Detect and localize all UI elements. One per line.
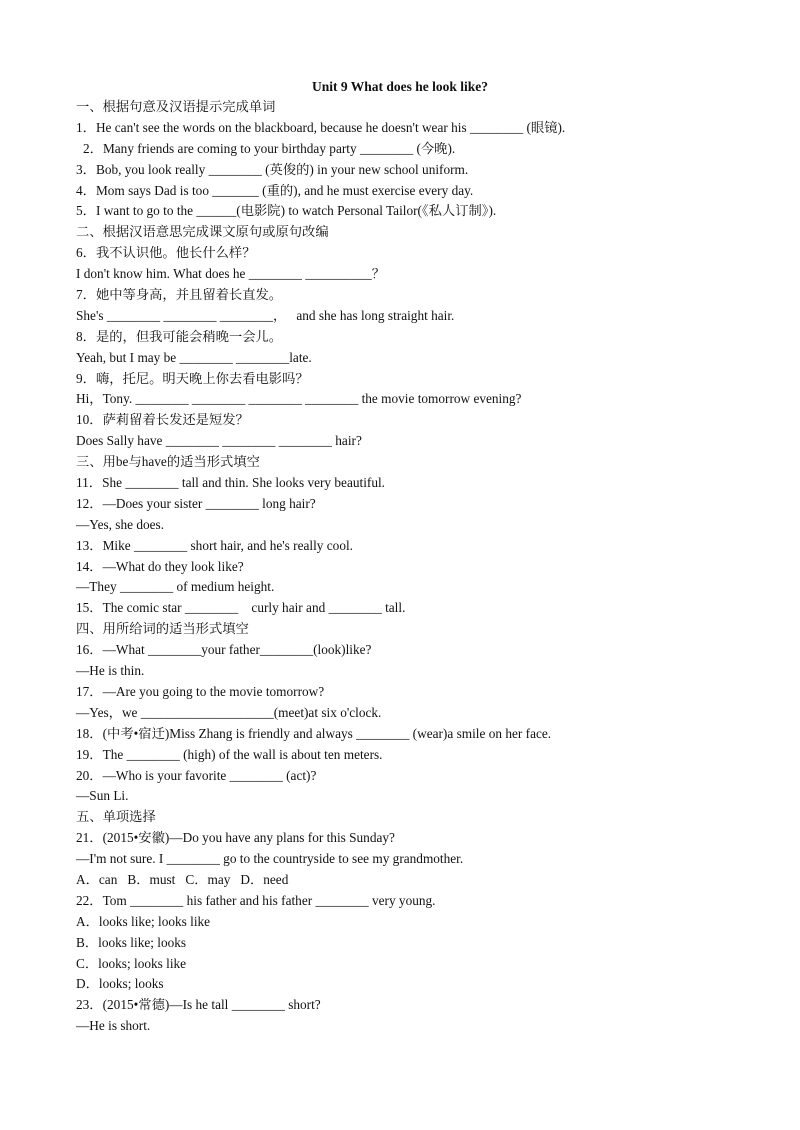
worksheet-body bbox=[76, 97, 776, 1037]
question-7-prompt: 7．她中等身高，并且留着长直发。 bbox=[76, 287, 283, 303]
question-14-reply: —They ________ of medium height. bbox=[76, 579, 275, 595]
question-17: 17．—Are you going to the movie tomorrow? bbox=[76, 683, 325, 699]
question-22: 22．Tom ________ his father and his father ________ very young. bbox=[76, 892, 436, 908]
question-16-reply: —He is thin. bbox=[76, 663, 145, 679]
question-12-reply: —Yes, she does. bbox=[76, 516, 165, 532]
question-13: 13．Mike ________ short hair, and he's really cool. bbox=[76, 537, 353, 553]
section-heading-3: 三、用be与have的适当形式填空 bbox=[76, 454, 260, 470]
question-6-prompt: 6．我不认识他。他长什么样？ bbox=[76, 245, 256, 261]
question-10-sentence: Does Sally have ________ ________ ________ hair? bbox=[76, 433, 362, 449]
section-heading-5: 五、单项选择 bbox=[76, 809, 156, 825]
question-6-sentence: I don't know him. What does he ________ __________？ bbox=[76, 266, 386, 282]
question-8-prompt: 8．是的，但我可能会稍晚一会儿。 bbox=[76, 328, 283, 344]
question-22-option-d: D．looks; looks bbox=[76, 976, 164, 992]
question-20: 20．—Who is your favorite ________ (act)? bbox=[76, 767, 317, 783]
question-12: 12．—Does your sister ________ long hair? bbox=[76, 495, 316, 511]
section-heading-1: 一、根据句意及汉语提示完成单词 bbox=[76, 99, 276, 114]
question-11: 11．She ________ tall and thin. She looks very beautiful. bbox=[76, 475, 385, 491]
question-9-sentence: Hi，Tony. ________ ________ ________ ________ the movie tomorrow evening? bbox=[76, 391, 522, 407]
question-21-options: A．can B．must C．may D．need bbox=[76, 871, 289, 887]
question-15: 15．The comic star ________ curly hair and ________ tall. bbox=[76, 600, 406, 616]
question-1: 1．He can't see the words on the blackboard, because he doesn't wear his ________ (眼镜). bbox=[76, 119, 566, 135]
section-heading-2: 二、根据汉语意思完成课文原句或原句改编 bbox=[76, 224, 329, 240]
question-3: 3．Bob, you look really ________ (英俊的) in your new school uniform. bbox=[76, 161, 469, 177]
question-20-reply: —Sun Li. bbox=[76, 788, 129, 804]
question-9-prompt: 9．嗨，托尼。明天晚上你去看电影吗？ bbox=[76, 370, 309, 386]
question-22-option-b: B．looks like; looks bbox=[76, 934, 187, 950]
question-17-reply: —Yes，we ____________________(meet)at six o'clock. bbox=[76, 704, 382, 720]
question-23-reply: —He is short. bbox=[76, 1018, 151, 1034]
section-heading-4: 四、用所给词的适当形式填空 bbox=[76, 621, 249, 637]
question-22-option-c: C．looks; looks like bbox=[76, 955, 187, 971]
question-14: 14．—What do they look like? bbox=[76, 558, 244, 574]
question-16: 16．—What ________your father________(look)like? bbox=[76, 642, 372, 658]
question-22-option-a: A．looks like; looks like bbox=[76, 913, 211, 929]
question-2: 2．Many friends are coming to your birthday party ________ (今晚). bbox=[83, 140, 456, 156]
question-7-sentence: She's ________ ________ ________， and she has long straight hair. bbox=[76, 307, 455, 323]
question-8-sentence: Yeah, but I may be ________ ________late. bbox=[76, 349, 312, 365]
question-23: 23．(2015•常德)—Is he tall ________ short? bbox=[76, 997, 321, 1013]
question-21: 21．(2015•安徽)—Do you have any plans for this Sunday? bbox=[76, 830, 395, 846]
question-19: 19．The ________ (high) of the wall is about ten meters. bbox=[76, 746, 383, 762]
question-4: 4．Mom says Dad is too _______ (重的), and he must exercise every day. bbox=[76, 182, 474, 198]
question-10-prompt: 10．萨莉留着长发还是短发？ bbox=[76, 412, 249, 428]
question-5: 5．I want to go to the ______(电影院) to watch Personal Tailor(《私人订制》). bbox=[76, 203, 497, 219]
question-21-reply: —I'm not sure. I ________ go to the countryside to see my grandmother. bbox=[76, 851, 464, 867]
worksheet-title: Unit 9 What does he look like? bbox=[311, 79, 489, 94]
question-18: 18．(中考•宿迁)Miss Zhang is friendly and always ________ (wear)a smile on her face. bbox=[76, 725, 552, 741]
